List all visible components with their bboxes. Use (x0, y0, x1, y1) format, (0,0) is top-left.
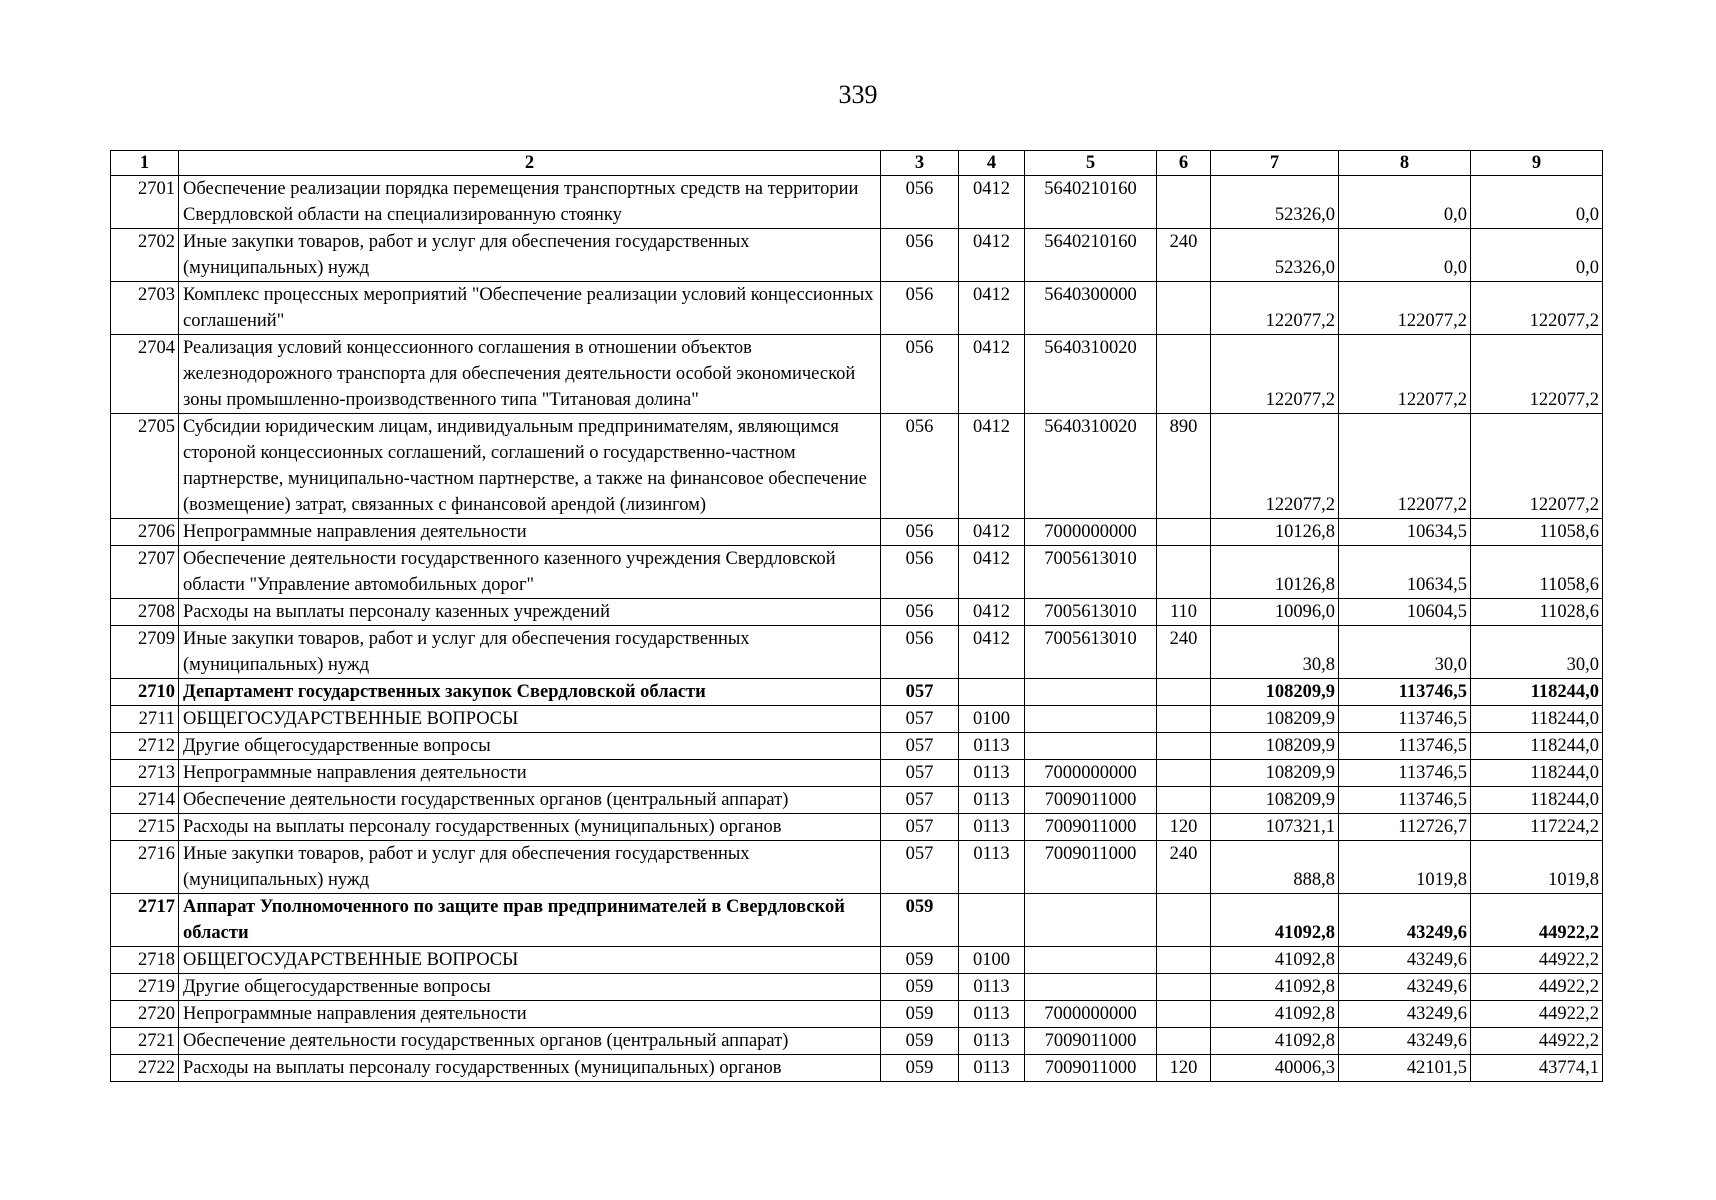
target-item-code: 7005613010 (1025, 546, 1157, 599)
row-number: 2708 (111, 599, 179, 626)
expense-name: Комплекс процессных мероприятий "Обеспечение реализации условий концессионных соглашений" (179, 282, 881, 335)
row-number: 2709 (111, 626, 179, 679)
expense-name: ОБЩЕГОСУДАРСТВЕННЫЕ ВОПРОСЫ (179, 947, 881, 974)
row-number: 2717 (111, 894, 179, 947)
table-row (111, 599, 1603, 626)
amount-col-7: 108209,9 (1211, 706, 1339, 733)
ministry-code: 057 (881, 679, 959, 706)
section-code: 0113 (959, 760, 1025, 787)
table-body (111, 176, 1603, 1082)
ministry-code: 056 (881, 335, 959, 414)
section-code: 0412 (959, 229, 1025, 282)
amount-col-7: 888,8 (1211, 841, 1339, 894)
col-header-3: 3 (881, 151, 959, 176)
expense-name: Непрограммные направления деятельности (179, 519, 881, 546)
ministry-code: 056 (881, 519, 959, 546)
target-item-code (1025, 706, 1157, 733)
amount-col-9: 118244,0 (1471, 760, 1603, 787)
target-item-code: 7005613010 (1025, 626, 1157, 679)
expense-name: Расходы на выплаты персоналу казенных учреждений (179, 599, 881, 626)
table-row (111, 1028, 1603, 1055)
amount-col-7: 108209,9 (1211, 679, 1339, 706)
amount-col-8: 43249,6 (1339, 1001, 1471, 1028)
target-item-code (1025, 974, 1157, 1001)
row-number: 2721 (111, 1028, 179, 1055)
amount-col-8: 10634,5 (1339, 546, 1471, 599)
amount-col-8: 43249,6 (1339, 1028, 1471, 1055)
ministry-code: 057 (881, 841, 959, 894)
row-number: 2704 (111, 335, 179, 414)
target-item-code: 5640310020 (1025, 335, 1157, 414)
amount-col-7: 10096,0 (1211, 599, 1339, 626)
expense-name: Иные закупки товаров, работ и услуг для обеспечения государственных (муниципальных) нужд (179, 841, 881, 894)
amount-col-7: 122077,2 (1211, 414, 1339, 519)
table-row (111, 626, 1603, 679)
ministry-code: 057 (881, 787, 959, 814)
amount-col-7: 122077,2 (1211, 282, 1339, 335)
amount-col-8: 10604,5 (1339, 599, 1471, 626)
amount-col-8: 43249,6 (1339, 947, 1471, 974)
expense-name: Обеспечение реализации порядка перемещения транспортных средств на территории Свердловской области на специализированную стоянку (179, 176, 881, 229)
ministry-code: 057 (881, 706, 959, 733)
amount-col-8: 10634,5 (1339, 519, 1471, 546)
expense-type-code (1157, 519, 1211, 546)
section-code: 0113 (959, 1055, 1025, 1082)
target-item-code: 5640210160 (1025, 229, 1157, 282)
col-header-7: 7 (1211, 151, 1339, 176)
amount-col-8: 0,0 (1339, 176, 1471, 229)
ministry-code: 056 (881, 599, 959, 626)
target-item-code: 7000000000 (1025, 760, 1157, 787)
section-code: 0412 (959, 176, 1025, 229)
amount-col-7: 41092,8 (1211, 974, 1339, 1001)
target-item-code: 7000000000 (1025, 519, 1157, 546)
row-number: 2719 (111, 974, 179, 1001)
amount-col-7: 10126,8 (1211, 519, 1339, 546)
row-number: 2705 (111, 414, 179, 519)
section-code: 0412 (959, 519, 1025, 546)
budget-table (110, 150, 1603, 1082)
ministry-code: 057 (881, 733, 959, 760)
expense-name: Обеспечение деятельности государственных органов (центральный аппарат) (179, 787, 881, 814)
row-number: 2702 (111, 229, 179, 282)
ministry-code: 059 (881, 894, 959, 947)
target-item-code (1025, 894, 1157, 947)
col-header-6: 6 (1157, 151, 1211, 176)
amount-col-8: 122077,2 (1339, 414, 1471, 519)
target-item-code: 5640300000 (1025, 282, 1157, 335)
amount-col-8: 43249,6 (1339, 894, 1471, 947)
amount-col-9: 118244,0 (1471, 787, 1603, 814)
ministry-code: 057 (881, 760, 959, 787)
amount-col-9: 43774,1 (1471, 1055, 1603, 1082)
expense-name: Непрограммные направления деятельности (179, 1001, 881, 1028)
expense-name: ОБЩЕГОСУДАРСТВЕННЫЕ ВОПРОСЫ (179, 706, 881, 733)
table-row (111, 841, 1603, 894)
amount-col-7: 41092,8 (1211, 947, 1339, 974)
amount-col-9: 122077,2 (1471, 335, 1603, 414)
table-row (111, 974, 1603, 1001)
ministry-code: 059 (881, 974, 959, 1001)
amount-col-9: 118244,0 (1471, 706, 1603, 733)
amount-col-7: 41092,8 (1211, 1001, 1339, 1028)
amount-col-9: 0,0 (1471, 176, 1603, 229)
col-header-4: 4 (959, 151, 1025, 176)
amount-col-7: 52326,0 (1211, 176, 1339, 229)
amount-col-8: 113746,5 (1339, 760, 1471, 787)
expense-name: Департамент государственных закупок Свердловской области (179, 679, 881, 706)
amount-col-8: 43249,6 (1339, 974, 1471, 1001)
table-row (111, 733, 1603, 760)
target-item-code: 7000000000 (1025, 1001, 1157, 1028)
table-row (111, 947, 1603, 974)
col-header-1: 1 (111, 151, 179, 176)
expense-type-code (1157, 974, 1211, 1001)
expense-name: Субсидии юридическим лицам, индивидуальным предпринимателям, являющимся стороной концессионных соглашений, соглашений о государственно-частном партнерстве, муниципально-частном партнерстве, а также на финансовое обеспечение (возмещение) затрат, связанных с финансовой арендой (лизингом) (179, 414, 881, 519)
amount-col-8: 0,0 (1339, 229, 1471, 282)
table-row (111, 706, 1603, 733)
row-number: 2716 (111, 841, 179, 894)
expense-type-code (1157, 1028, 1211, 1055)
expense-type-code (1157, 760, 1211, 787)
section-code: 0412 (959, 414, 1025, 519)
amount-col-8: 113746,5 (1339, 706, 1471, 733)
section-code: 0100 (959, 947, 1025, 974)
amount-col-9: 11058,6 (1471, 546, 1603, 599)
target-item-code: 5640210160 (1025, 176, 1157, 229)
expense-type-code (1157, 176, 1211, 229)
row-number: 2712 (111, 733, 179, 760)
section-code: 0113 (959, 841, 1025, 894)
amount-col-9: 118244,0 (1471, 733, 1603, 760)
expense-type-code (1157, 335, 1211, 414)
target-item-code: 7009011000 (1025, 1055, 1157, 1082)
expense-name: Непрограммные направления деятельности (179, 760, 881, 787)
row-number: 2710 (111, 679, 179, 706)
expense-type-code (1157, 282, 1211, 335)
section-code: 0113 (959, 787, 1025, 814)
row-number: 2720 (111, 1001, 179, 1028)
ministry-code: 056 (881, 546, 959, 599)
ministry-code: 056 (881, 414, 959, 519)
amount-col-7: 108209,9 (1211, 760, 1339, 787)
table-row (111, 787, 1603, 814)
amount-col-8: 122077,2 (1339, 282, 1471, 335)
amount-col-8: 30,0 (1339, 626, 1471, 679)
section-code: 0113 (959, 974, 1025, 1001)
target-item-code (1025, 733, 1157, 760)
section-code: 0412 (959, 282, 1025, 335)
target-item-code (1025, 947, 1157, 974)
section-code: 0412 (959, 599, 1025, 626)
expense-name: Расходы на выплаты персоналу государственных (муниципальных) органов (179, 814, 881, 841)
expense-type-code (1157, 679, 1211, 706)
table-row (111, 546, 1603, 599)
expense-name: Реализация условий концессионного соглашения в отношении объектов железнодорожного транспорта для обеспечения деятельности особой экономической зоны промышленно-производственного типа "Титановая долина" (179, 335, 881, 414)
amount-col-7: 108209,9 (1211, 733, 1339, 760)
expense-type-code: 890 (1157, 414, 1211, 519)
ministry-code: 059 (881, 1001, 959, 1028)
expense-type-code: 110 (1157, 599, 1211, 626)
target-item-code: 7009011000 (1025, 814, 1157, 841)
table-row (111, 894, 1603, 947)
amount-col-9: 44922,2 (1471, 974, 1603, 1001)
table-row (111, 519, 1603, 546)
amount-col-8: 113746,5 (1339, 787, 1471, 814)
section-code: 0113 (959, 814, 1025, 841)
expense-type-code: 240 (1157, 229, 1211, 282)
amount-col-7: 108209,9 (1211, 787, 1339, 814)
row-number: 2711 (111, 706, 179, 733)
expense-name: Обеспечение деятельности государственных органов (центральный аппарат) (179, 1028, 881, 1055)
expense-type-code (1157, 706, 1211, 733)
expense-name: Расходы на выплаты персоналу государственных (муниципальных) органов (179, 1055, 881, 1082)
amount-col-7: 41092,8 (1211, 894, 1339, 947)
section-code (959, 894, 1025, 947)
ministry-code: 056 (881, 282, 959, 335)
row-number: 2701 (111, 176, 179, 229)
amount-col-8: 112726,7 (1339, 814, 1471, 841)
row-number: 2707 (111, 546, 179, 599)
target-item-code: 7009011000 (1025, 841, 1157, 894)
expense-type-code (1157, 787, 1211, 814)
expense-name: Другие общегосударственные вопросы (179, 974, 881, 1001)
ministry-code: 059 (881, 1055, 959, 1082)
table-row (111, 1055, 1603, 1082)
expense-name: Иные закупки товаров, работ и услуг для обеспечения государственных (муниципальных) нужд (179, 229, 881, 282)
row-number: 2718 (111, 947, 179, 974)
table-row (111, 176, 1603, 229)
section-code: 0113 (959, 733, 1025, 760)
col-header-9: 9 (1471, 151, 1603, 176)
header-row (111, 151, 1603, 176)
ministry-code: 057 (881, 814, 959, 841)
amount-col-9: 0,0 (1471, 229, 1603, 282)
amount-col-7: 30,8 (1211, 626, 1339, 679)
section-code: 0113 (959, 1001, 1025, 1028)
amount-col-9: 44922,2 (1471, 894, 1603, 947)
expense-type-code (1157, 546, 1211, 599)
table-row (111, 814, 1603, 841)
target-item-code: 7009011000 (1025, 1028, 1157, 1055)
col-header-8: 8 (1339, 151, 1471, 176)
expense-name: Иные закупки товаров, работ и услуг для обеспечения государственных (муниципальных) нужд (179, 626, 881, 679)
expense-type-code: 120 (1157, 1055, 1211, 1082)
row-number: 2703 (111, 282, 179, 335)
ministry-code: 056 (881, 229, 959, 282)
amount-col-9: 11058,6 (1471, 519, 1603, 546)
amount-col-9: 117224,2 (1471, 814, 1603, 841)
section-code (959, 679, 1025, 706)
row-number: 2713 (111, 760, 179, 787)
amount-col-9: 30,0 (1471, 626, 1603, 679)
section-code: 0100 (959, 706, 1025, 733)
amount-col-7: 52326,0 (1211, 229, 1339, 282)
amount-col-7: 41092,8 (1211, 1028, 1339, 1055)
expense-type-code (1157, 1001, 1211, 1028)
amount-col-7: 10126,8 (1211, 546, 1339, 599)
target-item-code: 7005613010 (1025, 599, 1157, 626)
amount-col-7: 40006,3 (1211, 1055, 1339, 1082)
ministry-code: 059 (881, 1028, 959, 1055)
table-row (111, 335, 1603, 414)
amount-col-9: 11028,6 (1471, 599, 1603, 626)
amount-col-7: 122077,2 (1211, 335, 1339, 414)
expense-type-code: 120 (1157, 814, 1211, 841)
amount-col-8: 113746,5 (1339, 679, 1471, 706)
table-row (111, 760, 1603, 787)
section-code: 0412 (959, 335, 1025, 414)
expense-name: Другие общегосударственные вопросы (179, 733, 881, 760)
amount-col-9: 118244,0 (1471, 679, 1603, 706)
amount-col-7: 107321,1 (1211, 814, 1339, 841)
section-code: 0412 (959, 546, 1025, 599)
section-code: 0113 (959, 1028, 1025, 1055)
section-code: 0412 (959, 626, 1025, 679)
col-header-2: 2 (179, 151, 881, 176)
amount-col-9: 1019,8 (1471, 841, 1603, 894)
row-number: 2722 (111, 1055, 179, 1082)
row-number: 2715 (111, 814, 179, 841)
row-number: 2714 (111, 787, 179, 814)
page-number: 339 (838, 80, 878, 109)
expense-name: Обеспечение деятельности государственного казенного учреждения Свердловской области "Управление автомобильных дорог" (179, 546, 881, 599)
col-header-5: 5 (1025, 151, 1157, 176)
amount-col-9: 44922,2 (1471, 1001, 1603, 1028)
expense-type-code (1157, 947, 1211, 974)
expense-type-code (1157, 733, 1211, 760)
target-item-code (1025, 679, 1157, 706)
amount-col-8: 113746,5 (1339, 733, 1471, 760)
table-row (111, 1001, 1603, 1028)
table-row (111, 229, 1603, 282)
target-item-code: 7009011000 (1025, 787, 1157, 814)
ministry-code: 059 (881, 947, 959, 974)
amount-col-8: 1019,8 (1339, 841, 1471, 894)
ministry-code: 056 (881, 176, 959, 229)
row-number: 2706 (111, 519, 179, 546)
amount-col-9: 122077,2 (1471, 414, 1603, 519)
amount-col-8: 42101,5 (1339, 1055, 1471, 1082)
table-row (111, 414, 1603, 519)
table-row (111, 679, 1603, 706)
amount-col-9: 122077,2 (1471, 282, 1603, 335)
table-row (111, 282, 1603, 335)
amount-col-9: 44922,2 (1471, 1028, 1603, 1055)
expense-type-code: 240 (1157, 841, 1211, 894)
amount-col-9: 44922,2 (1471, 947, 1603, 974)
ministry-code: 056 (881, 626, 959, 679)
target-item-code: 5640310020 (1025, 414, 1157, 519)
expense-name: Аппарат Уполномоченного по защите прав предпринимателей в Свердловской области (179, 894, 881, 947)
amount-col-8: 122077,2 (1339, 335, 1471, 414)
expense-type-code (1157, 894, 1211, 947)
expense-type-code: 240 (1157, 626, 1211, 679)
